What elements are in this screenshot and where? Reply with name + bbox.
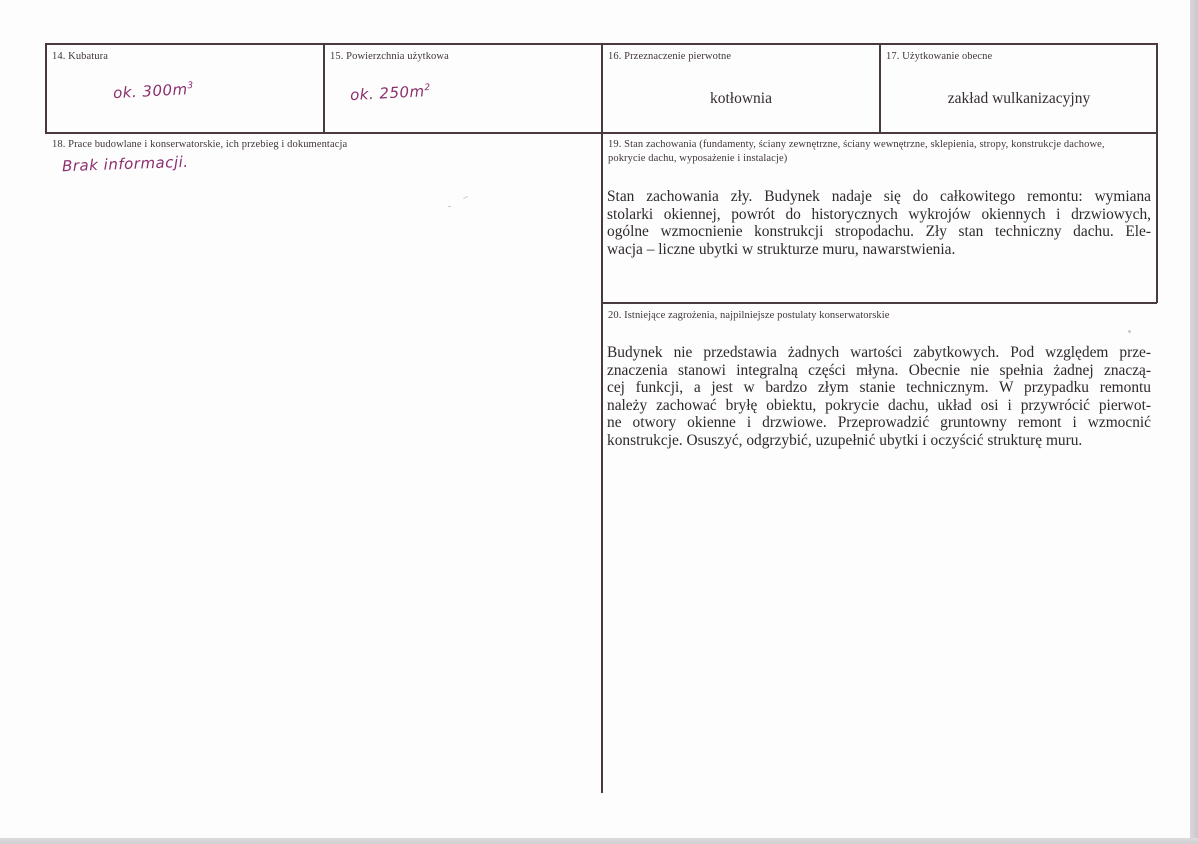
scan-speck [1128,330,1131,333]
field-19-text-line: stolarki okiennej, powrót do historycznych wykrojów okiennych i drzwiowych, [607,205,1151,223]
field-17-value: zakład wulkanizacyjny [947,90,1091,107]
field-14-label: 14. Kubatura [52,51,109,62]
field-20-label: 20. Istniejące zagrożenia, najpilniejsze postulaty konserwatorskie [608,310,890,321]
field-15-label: 15. Powierzchnia użytkowa [330,51,449,62]
paper-edge-right [1190,0,1198,844]
scan-speck [463,196,468,199]
field-20-text-line: znaczenia stanowi integralną części młyna. Obecnie nie spełnia żadnej znaczą- [607,361,1151,379]
field-14-handwritten-value: ok. $300m^3$ [112,80,194,103]
field-20-text-line: ne otwory okienne i drzwiowe. Przeprowadzić gruntowny remont i wzmocnić [607,414,1151,431]
field-20-text [607,344,1151,449]
field-20-text-line: Budynek nie przedstawia żadnych wartości zabytkowych. Pod względem prze- [607,344,1151,361]
field-19-text-line: wacja – liczne ubytki w strukturze muru, nawarstwienia. [607,240,956,258]
field-19-label-line: 19. Stan zachowania (fundamenty, ściany zewnętrzne, ściany wewnętrzne, sklepienia, stropy, konstrukcje dachowe, [608,139,1105,150]
field-19-text-line: ogólne wzmocnienie konstrukcji stropodachu. Zły stan techniczny dachu. Ele- [607,223,1151,240]
field-19-label-line: pokrycie dachu, wyposażenie i instalacje) [608,152,788,164]
field-19-label [608,138,1105,166]
field-20-text-line: konstrukcje. Osuszyć, odgrzybić, uzupełnić ubytki i oczyścić strukturę muru. [607,431,1083,449]
rule-right-f19 [1156,132,1158,303]
scan-speck [448,206,451,207]
rule-right-top-row [1156,43,1158,133]
paper-edge-bottom [0,838,1198,844]
field-15-handwritten-value: ok. $250m^2$ [349,82,431,105]
field-20-text-line: cej funkcji, a jest w bardzo złym stanie technicznym. W przypadku remontu [607,379,1151,396]
rule-row-1 [45,132,1158,134]
field-17-label: 17. Użytkowanie obecne [886,51,993,62]
field-18-handwritten-value: Brak informacji. [61,152,189,176]
field-18-label: 18. Prace budowlane i konserwatorskie, ich przebieg i dokumentacja [52,139,348,150]
field-19-text [607,188,1151,258]
field-16-label: 16. Przeznaczenie pierwotne [608,51,732,62]
rule-col-2 [601,43,603,793]
rule-col-1 [323,43,325,133]
field-20-text-line: należy zachować bryłę obiektu, pokrycie dachu, układ osi i przywrócić pierwot- [607,396,1151,414]
field-16-value: kotłownia [710,90,772,107]
rule-col-3 [879,43,881,133]
field-19-text-line: Stan zachowania zły. Budynek nadaje się do całkowitego remontu: wymiana [607,188,1151,205]
rule-row-f20 [601,302,1157,304]
rule-left-top-row [45,43,47,133]
